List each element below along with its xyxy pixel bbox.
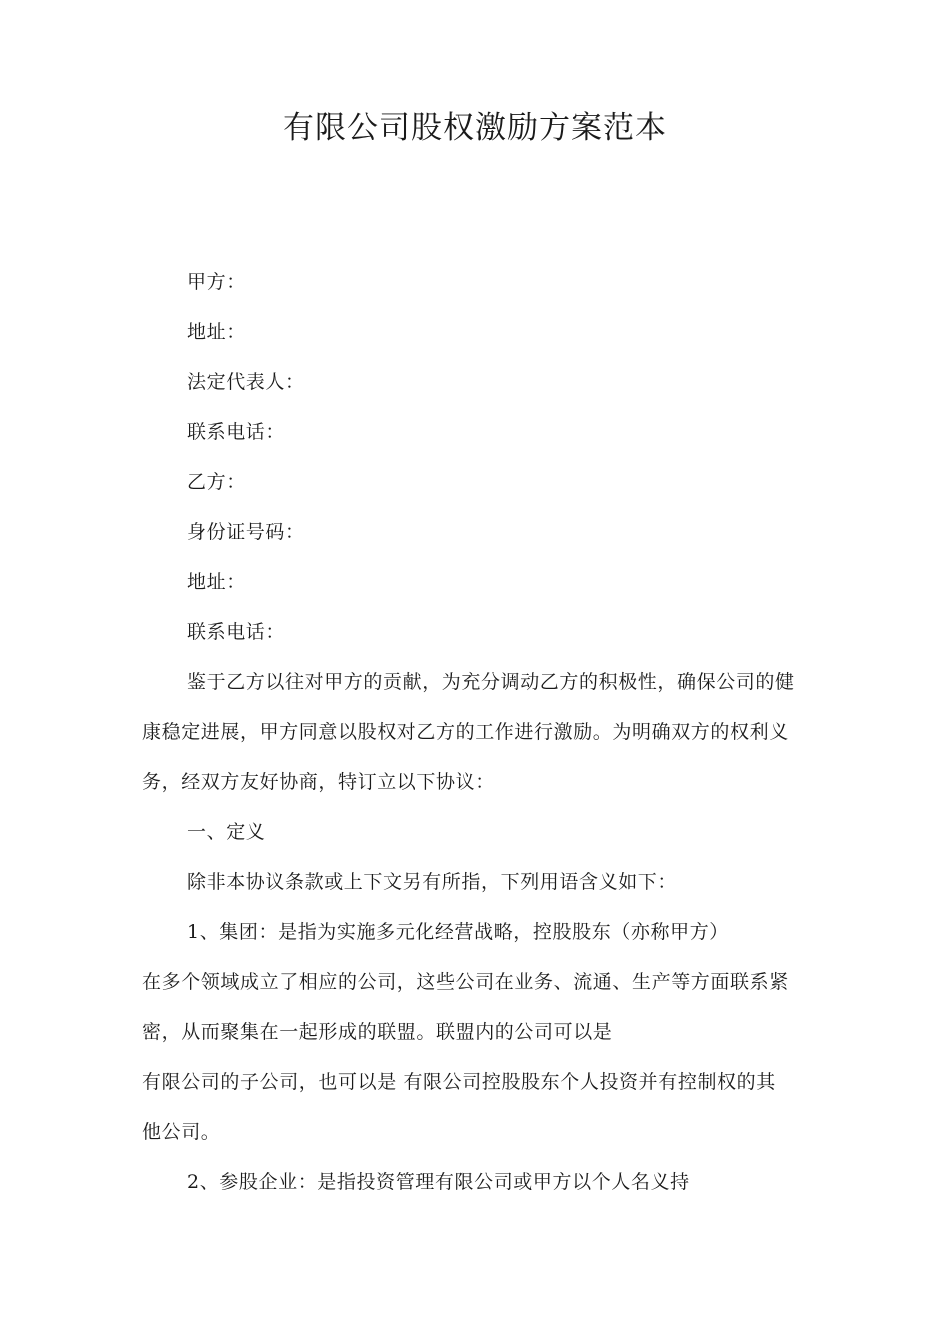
party-a-address: 地址： [187, 321, 246, 343]
preamble-line: 务，经双方友好协商，特订立以下协议： [142, 771, 495, 793]
definitions-intro: 除非本协议条款或上下文另有所指，下列用语含义如下： [187, 871, 678, 893]
party-b-phone: 联系电话： [187, 621, 286, 643]
definition-2-line: 2、参股企业：是指投资管理有限公司或甲方以个人名义持 [187, 1171, 690, 1193]
preamble-line: 鉴于乙方以往对甲方的贡献，为充分调动乙方的积极性，确保公司的健 [187, 671, 795, 693]
party-a-phone: 联系电话： [187, 421, 286, 443]
section-heading: 一、定义 [187, 821, 266, 843]
party-b-address: 地址： [187, 571, 246, 593]
party-a-legal-rep: 法定代表人： [187, 371, 305, 393]
definition-1-line: 密，从而聚集在一起形成的联盟。联盟内的公司可以是 [142, 1021, 613, 1043]
party-b-id-number: 身份证号码： [187, 521, 305, 543]
party-a-label: 甲方： [187, 271, 246, 293]
preamble-line: 康稳定进展，甲方同意以股权对乙方的工作进行激励。为明确双方的权利义 [142, 721, 789, 743]
definition-1-line: 1、集团：是指为实施多元化经营战略，控股股东（亦称甲方） [187, 921, 729, 943]
definition-1-line: 他公司。 [142, 1121, 221, 1143]
definition-1-line: 在多个领域成立了相应的公司，这些公司在业务、流通、生产等方面联系紧 [142, 971, 789, 993]
party-b-label: 乙方： [187, 471, 246, 493]
definition-1-line: 有限公司的子公司，也可以是 有限公司控股股东个人投资并有控制权的其 [142, 1071, 776, 1093]
document-title: 有限公司股权激励方案范本 [283, 110, 667, 146]
